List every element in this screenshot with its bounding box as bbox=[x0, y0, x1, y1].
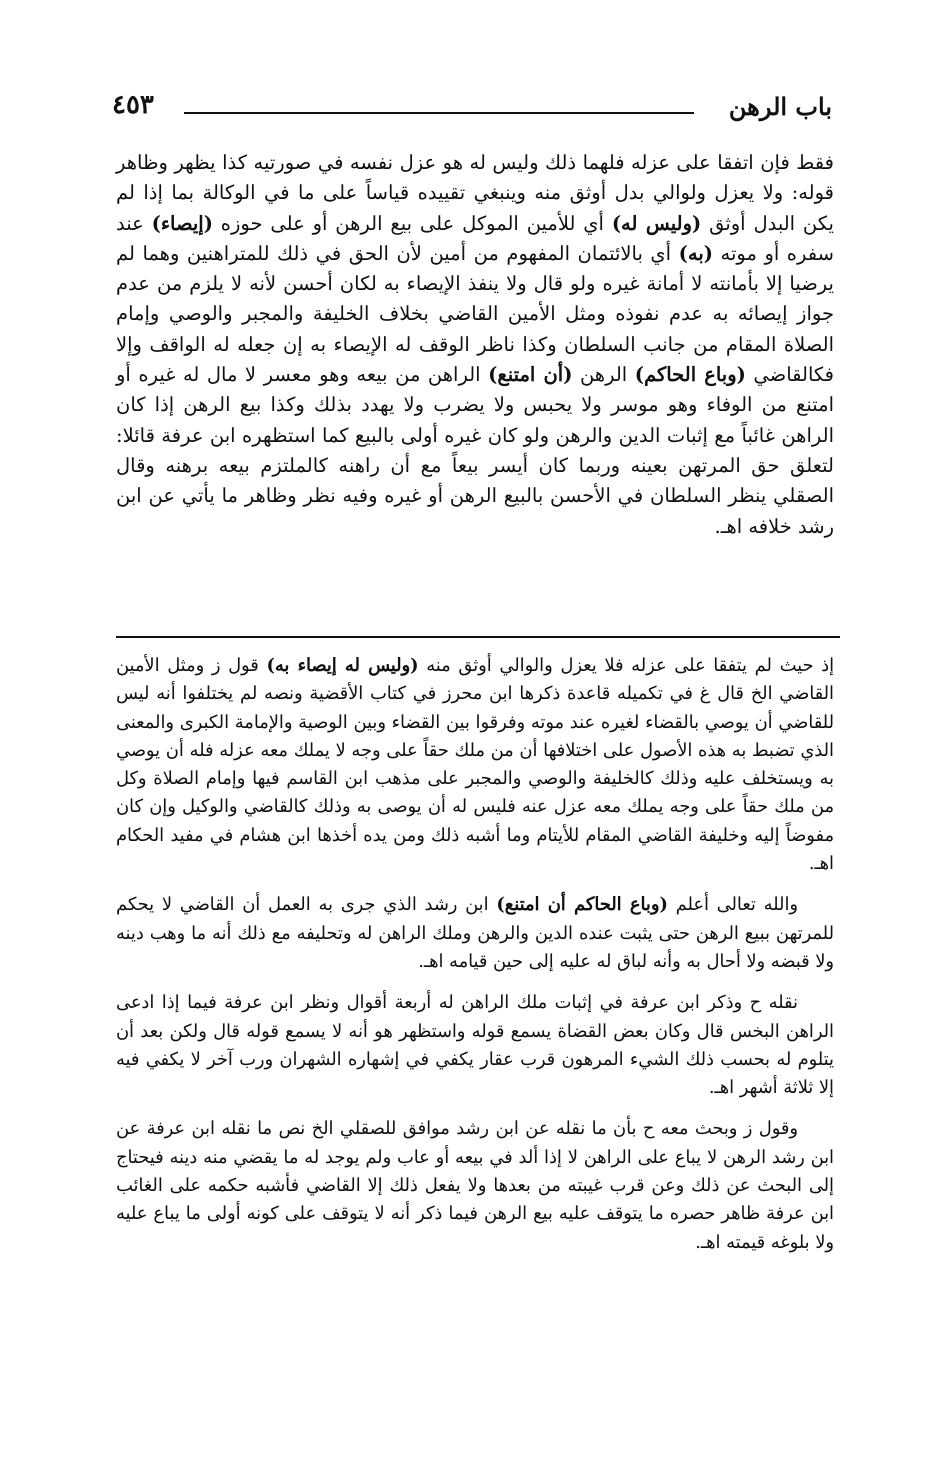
matn-quote: (وباع الحاكم) bbox=[634, 363, 746, 387]
footnotes bbox=[116, 652, 834, 1270]
running-header bbox=[112, 86, 832, 126]
matn-quote: (وباع الحاكم أن امتنع) bbox=[496, 894, 668, 916]
main-text bbox=[116, 148, 834, 542]
note-paragraph bbox=[116, 891, 834, 976]
header-rule bbox=[184, 112, 694, 114]
text-run: أي بالائتمان المفهوم من أمين لأن الحق في ذلك للمتراهنين وهما لم يرضيا إلا بأمانته لا أمانة غيره ولو قال ولا ينفذ الإيصاء به لكان أحسن لأنه لا يلزم من عدم جواز إيصائه به عدم نفوذه ومثل الأمين القاضي بخلاف الخليفة والمجبر والوصي وإمام الصلاة المقام من جانب السلطان وكذا ناظر الوقف له الإيصاء به إن جعله له الواقف وإلا فكالقاضي bbox=[116, 241, 834, 387]
matn-quote: (وليس له إيصاء به) bbox=[266, 655, 419, 676]
text-run: عند سفره أو موته bbox=[116, 211, 834, 265]
matn-quote: (أن امتنع) bbox=[488, 363, 573, 387]
note-paragraph: نقله ح وذكر ابن عرفة في إثبات ملك الراهن له أربعة أقوال ونظر ابن عرفة فيما إذا ادعى الراهن البخس قال وكان بعض القضاة يسمع قوله واستظهر هو أنه لا يسمع قوله قال ولكن بعد أن يتلوم له بحسب ذلك الشيء المرهون قرب عقار يكفي في إشهاره الشهران ورب آخر لا يكفي فيه إلا ثلاثة أشهر اهـ. bbox=[116, 992, 834, 1099]
note-paragraph bbox=[116, 652, 834, 878]
matn-quote: (إيصاء) bbox=[151, 211, 213, 235]
text-run: إذ حيث لم يتفقا على عزله فلا يعزل والوالي أوثق منه bbox=[418, 655, 835, 676]
chapter-title: باب الرهن bbox=[728, 92, 832, 121]
text-run: أي للأمين الموكل على بيع الرهن أو على حوزه bbox=[212, 211, 612, 235]
text-run: قول ز ومثل الأمين القاضي الخ قال غ في تكميله قاعدة ذكرها ابن محرز في كتاب الأقضية ونصه لم يختلفوا أنه ليس للقاضي أن يوصي بالقضاء لغيره عند موته وفرقوا بين القضاء وبين الوصية والإمامة الكبرى والمعنى الذي تضبط به هذه الأصول على اختلافها أن من ملك حقاً على وجه لا يملك معه عزله فله أن يوصي به ويستخلف عليه وذلك كالخليفة والوصي والمجبر على مذهب ابن القاسم فيها وإمام الصلاة وكل من ملك حقاً على وجه يملك معه عزل عنه فليس له أن يوصى به وذلك كالقاضي والوكيل وإن كان مفوضاً إليه وخليفة القاضي المقام للأيتام وما أشبه ذلك ومن يده أخذها ابن هشام في مفيد الحكام اهـ. bbox=[116, 655, 834, 875]
text-run: فقط فإن اتفقا على عزله فلهما ذلك وليس له هو عزل نفسه في صورتيه كذا يظهر وظاهر قوله: ولا يعزل ولوالي بدل أوثق منه وينبغي تقييده قياساً على ما في الوكالة بما إذا لم يكن البدل أوثق bbox=[116, 151, 834, 235]
text-run: الرهن bbox=[572, 363, 635, 387]
text-run: ابن رشد الذي جرى به العمل أن القاضي لا يحكم للمرتهن ببيع الرهن حتى يثبت عنده الدين والرهن وملك الراهن له وتحليفه مع ذلك أنه ما وهب دينه ولا قبضه ولا أحال به وأنه لباق له عليه إلى حين قيامه اهـ. bbox=[116, 894, 834, 972]
page-number: ٤٥٣ bbox=[112, 90, 154, 120]
main-paragraph bbox=[116, 148, 834, 542]
text-run: والله تعالى أعلم bbox=[667, 894, 799, 916]
matn-quote: (به) bbox=[678, 241, 713, 265]
note-paragraph: وقول ز وبحث معه ح بأن ما نقله عن ابن رشد موافق للصقلي الخ نص ما نقله ابن عرفة عن ابن رشد الرهن لا يباع على الراهن لا إذا ألد في بيعه أو عاب ولم يوجد له ما يقضي منه دينه فيحتاج إلى البحث عن ذلك وعن قرب غيبته من بعدها ولا يفعل ذلك إلا القاضي فأشبه حكمه على الغائب ابن عرفة ظاهر حصره ما يتوقف عليه بيع الرهن فيما ذكر أنه لا يتوقف على كونه أولى ما يباع عليه ولا بلوغه قيمته اهـ. bbox=[116, 1118, 834, 1253]
text-run: الراهن من بيعه وهو معسر لا مال له غيره أو امتنع من الوفاء وهو موسر ولا يحبس ولا يضرب ولا يهدد بذلك وكذا بيع الرهن إذا كان الراهن غائباً مع إثبات الدين والرهن ولو كان غيره أولى بالبيع كما استظهره ابن عرفة قائلا: لتعلق حق المرتهن بعينه وربما كان أيسر بيعاً مع أن راهنه كالملتزم بيعه برهنه وقال الصقلي ينظر السلطان في الأحسن بالبيع الرهن أو غيره وفيه نظر وظاهر ما يأتي عن ابن رشد خلافه اهـ. bbox=[116, 363, 834, 538]
matn-quote: (وليس له) bbox=[611, 211, 702, 235]
footnote-separator bbox=[116, 636, 840, 638]
